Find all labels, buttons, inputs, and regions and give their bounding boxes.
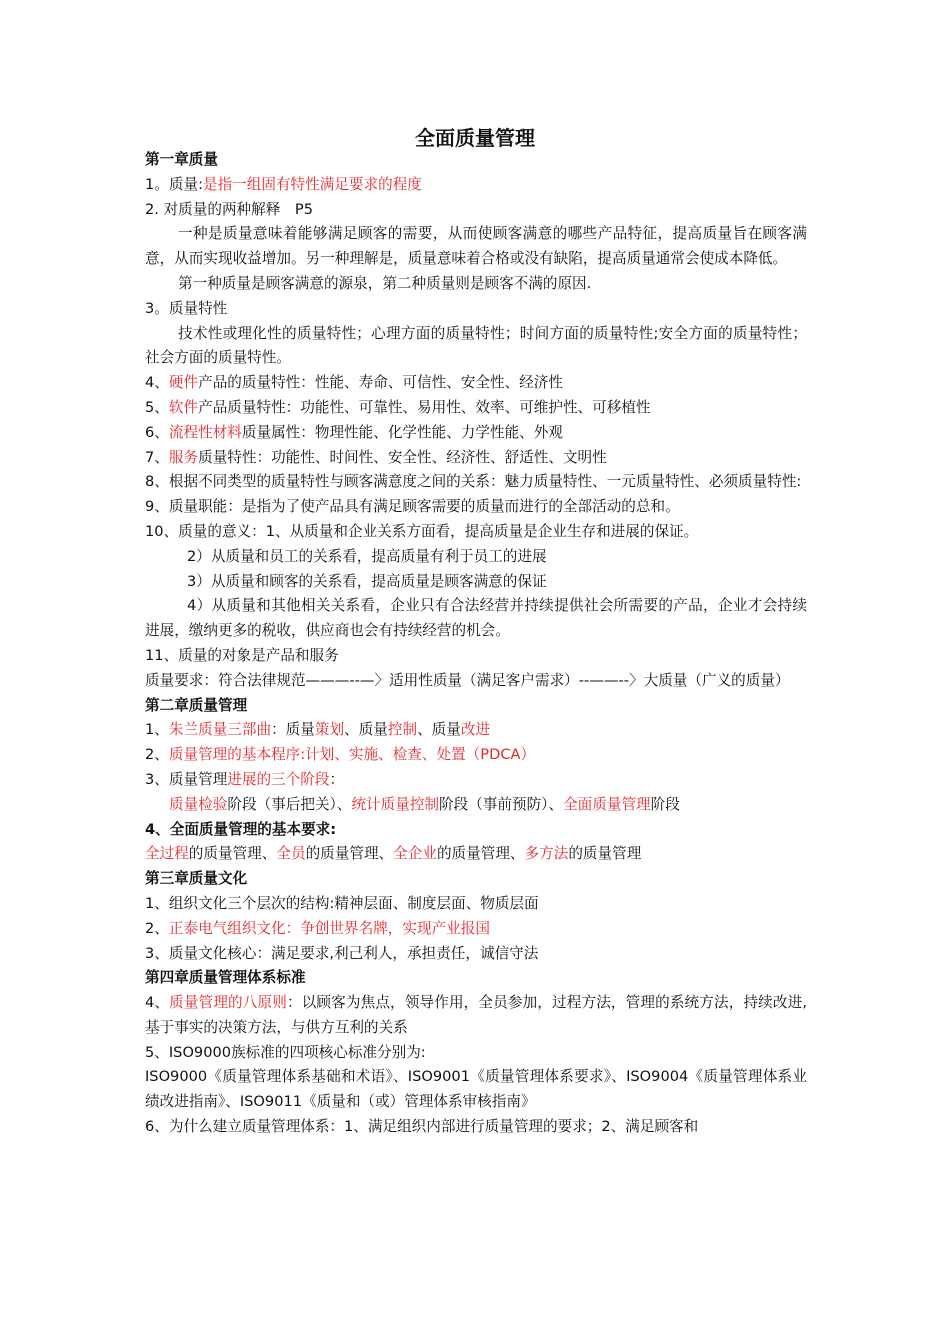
- paragraph: [145, 446, 807, 471]
- paragraph: ISO9000《质量管理体系基础和术语》、ISO9001《质量管理体系要求》、ISO9004《质量管理体系业绩改进指南》、ISO9011《质量和（或）管理体系审核指南》: [145, 1068, 807, 1111]
- highlight-text: 朱兰质量三部曲: [168, 721, 272, 739]
- paragraph: 3。质量特性: [145, 299, 228, 317]
- paragraph: [145, 421, 807, 446]
- paragraph: 6、为什么建立质量管理体系：1、满足组织内部进行质量管理的要求；2、满足顾客和: [145, 1118, 699, 1136]
- text-run: 2、: [145, 919, 169, 937]
- text-run: 的质量管理: [568, 845, 642, 863]
- text-run: 4、: [145, 374, 169, 392]
- text-run: 7、: [145, 448, 169, 466]
- paragraph: [145, 842, 807, 867]
- text-run: 、质量: [417, 721, 461, 739]
- paragraph: 第一种质量是顾客满意的源泉，第二种质量则是顾客不满的原因.: [178, 274, 592, 292]
- paragraph: 9、质量职能：是指为了使产品具有满足顾客需要的质量而进行的全部活动的总和。: [145, 498, 680, 516]
- text-run: 4、: [145, 994, 170, 1012]
- chapter-2-heading: 第二章质量管理: [145, 696, 248, 714]
- paragraph: 11、质量的对象是产品和服务: [145, 646, 339, 664]
- paragraph: [145, 768, 807, 793]
- text-run: 阶段（事前预防）、: [439, 795, 564, 813]
- paragraph: 2. 对质量的两种解释 P5: [145, 200, 313, 218]
- text-run: 的质量管理、: [188, 845, 277, 863]
- highlight-text: 全企业: [393, 845, 437, 863]
- paragraph: 1、组织文化三个层次的结构:精神层面、制度层面、物质层面: [145, 894, 539, 912]
- paragraph: 2）从质量和员工的关系看，提高质量有利于员工的进展: [187, 547, 547, 565]
- highlight-text: 全面质量管理: [563, 795, 651, 813]
- text-run: 2、: [145, 746, 169, 764]
- highlight-text: 质量管理的八原则: [169, 994, 287, 1012]
- paragraph: 10、质量的意义：1、从质量和企业关系方面看，提高质量是企业生存和进展的保证。: [145, 522, 699, 540]
- highlight-text: 流程性材料: [168, 423, 242, 441]
- highlight-text: 全员: [276, 845, 306, 863]
- paragraph: [145, 917, 807, 942]
- paragraph: [145, 991, 807, 1041]
- paragraph: 质量要求：符合法律规范———--—〉适用性质量（满足客户需求）--——--〉大质量（广义的质量）: [145, 671, 790, 689]
- text-run: 3、质量管理: [145, 770, 228, 788]
- text-run: ：以顾客为焦点，领导作用，全员参加，过程方法，管理的系统方法，持续改进,基于事实的决策方法，与供方互利的关系: [145, 994, 807, 1036]
- highlight-text: 软件: [168, 398, 199, 416]
- highlight-text: 统计质量控制: [351, 795, 440, 813]
- paragraph: 一种是质量意味着能够满足顾客的需要，从而使顾客满意的哪些产品特征，提高质量旨在顾客满意，从而实现收益增加。另一种理解是，质量意味着合格或没有缺陷，提高质量通常会使成本降低。: [145, 225, 807, 268]
- section-heading: 4、全面质量管理的基本要求:: [145, 820, 337, 838]
- text-run: ：质量: [271, 721, 315, 739]
- text-run: 5、: [145, 398, 169, 416]
- highlight-text: 策划: [314, 721, 345, 739]
- text-run: 的质量管理、: [305, 845, 394, 863]
- text-run: 、质量: [344, 721, 388, 739]
- document-title: 全面质量管理: [415, 126, 535, 150]
- chapter-3-heading: 第三章质量文化: [145, 870, 248, 888]
- highlight-text: 质量管理的基本程序:计划、实施、检查、处置（PDCA）: [168, 746, 536, 764]
- text-run: 产品的质量特性：性能、寿命、可信性、安全性、经济性: [198, 374, 563, 392]
- text-run: 1、: [145, 721, 169, 739]
- paragraph: [145, 371, 807, 396]
- text-run: 1。质量:: [145, 175, 203, 193]
- paragraph: 3、质量文化核心：满足要求,利己利人，承担责任，诚信守法: [145, 944, 539, 962]
- paragraph: 5、ISO9000族标准的四项核心标准分别为:: [145, 1043, 426, 1061]
- paragraph: 技术性或理化性的质量特性；心理方面的质量特性；时间方面的质量特性;安全方面的质量特性；社会方面的质量特性。: [145, 324, 807, 367]
- highlight-text: 进展的三个阶段: [227, 770, 330, 788]
- paragraph: 8、根据不同类型的质量特性与顾客满意度之间的关系：魅力质量特性、一元质量特性、必须质量特性:: [145, 473, 802, 491]
- text-run: 产品质量特性：功能性、可靠性、易用性、效率、可维护性、可移植性: [198, 398, 651, 416]
- text-run: 阶段: [650, 795, 680, 813]
- highlight-text: 硬件: [168, 374, 199, 392]
- highlight-text: 是指一组固有特性满足要求的程度: [202, 175, 422, 193]
- paragraph: [145, 793, 807, 818]
- highlight-text: 控制: [387, 721, 418, 739]
- highlight-text: 全过程: [145, 845, 189, 863]
- text-run: 的质量管理、: [436, 845, 525, 863]
- paragraph: 4）从质量和其他相关关系看，企业只有合法经营并持续提供社会所需要的产品，企业才会持续进展，缴纳更多的税收，供应商也会有持续经营的机会。: [145, 597, 807, 640]
- highlight-text: 改进: [460, 721, 491, 739]
- paragraph: 3）从质量和顾客的关系看，提高质量是顾客满意的保证: [187, 572, 547, 590]
- paragraph: [145, 396, 807, 421]
- paragraph: [145, 718, 807, 743]
- chapter-1-heading: 第一章质量: [145, 151, 218, 168]
- document-body: [145, 148, 807, 1140]
- highlight-text: 正泰电气组织文化：争创世界名牌，实现产业报国: [168, 919, 490, 937]
- paragraph: [145, 743, 807, 768]
- highlight-text: 多方法: [524, 845, 569, 863]
- text-run: 6、: [145, 423, 169, 441]
- text-run: 质量特性：功能性、时间性、安全性、经济性、舒适性、文明性: [198, 448, 607, 466]
- text-run: 质量属性：物理性能、化学性能、力学性能、外观: [241, 423, 563, 441]
- text-run: 阶段（事后把关）、: [227, 795, 352, 813]
- chapter-4-heading: 第四章质量管理体系标准: [145, 969, 306, 987]
- text-run: ：: [329, 770, 345, 788]
- paragraph: [145, 173, 807, 198]
- highlight-text: 服务: [168, 448, 199, 466]
- highlight-text: 质量检验: [169, 795, 228, 813]
